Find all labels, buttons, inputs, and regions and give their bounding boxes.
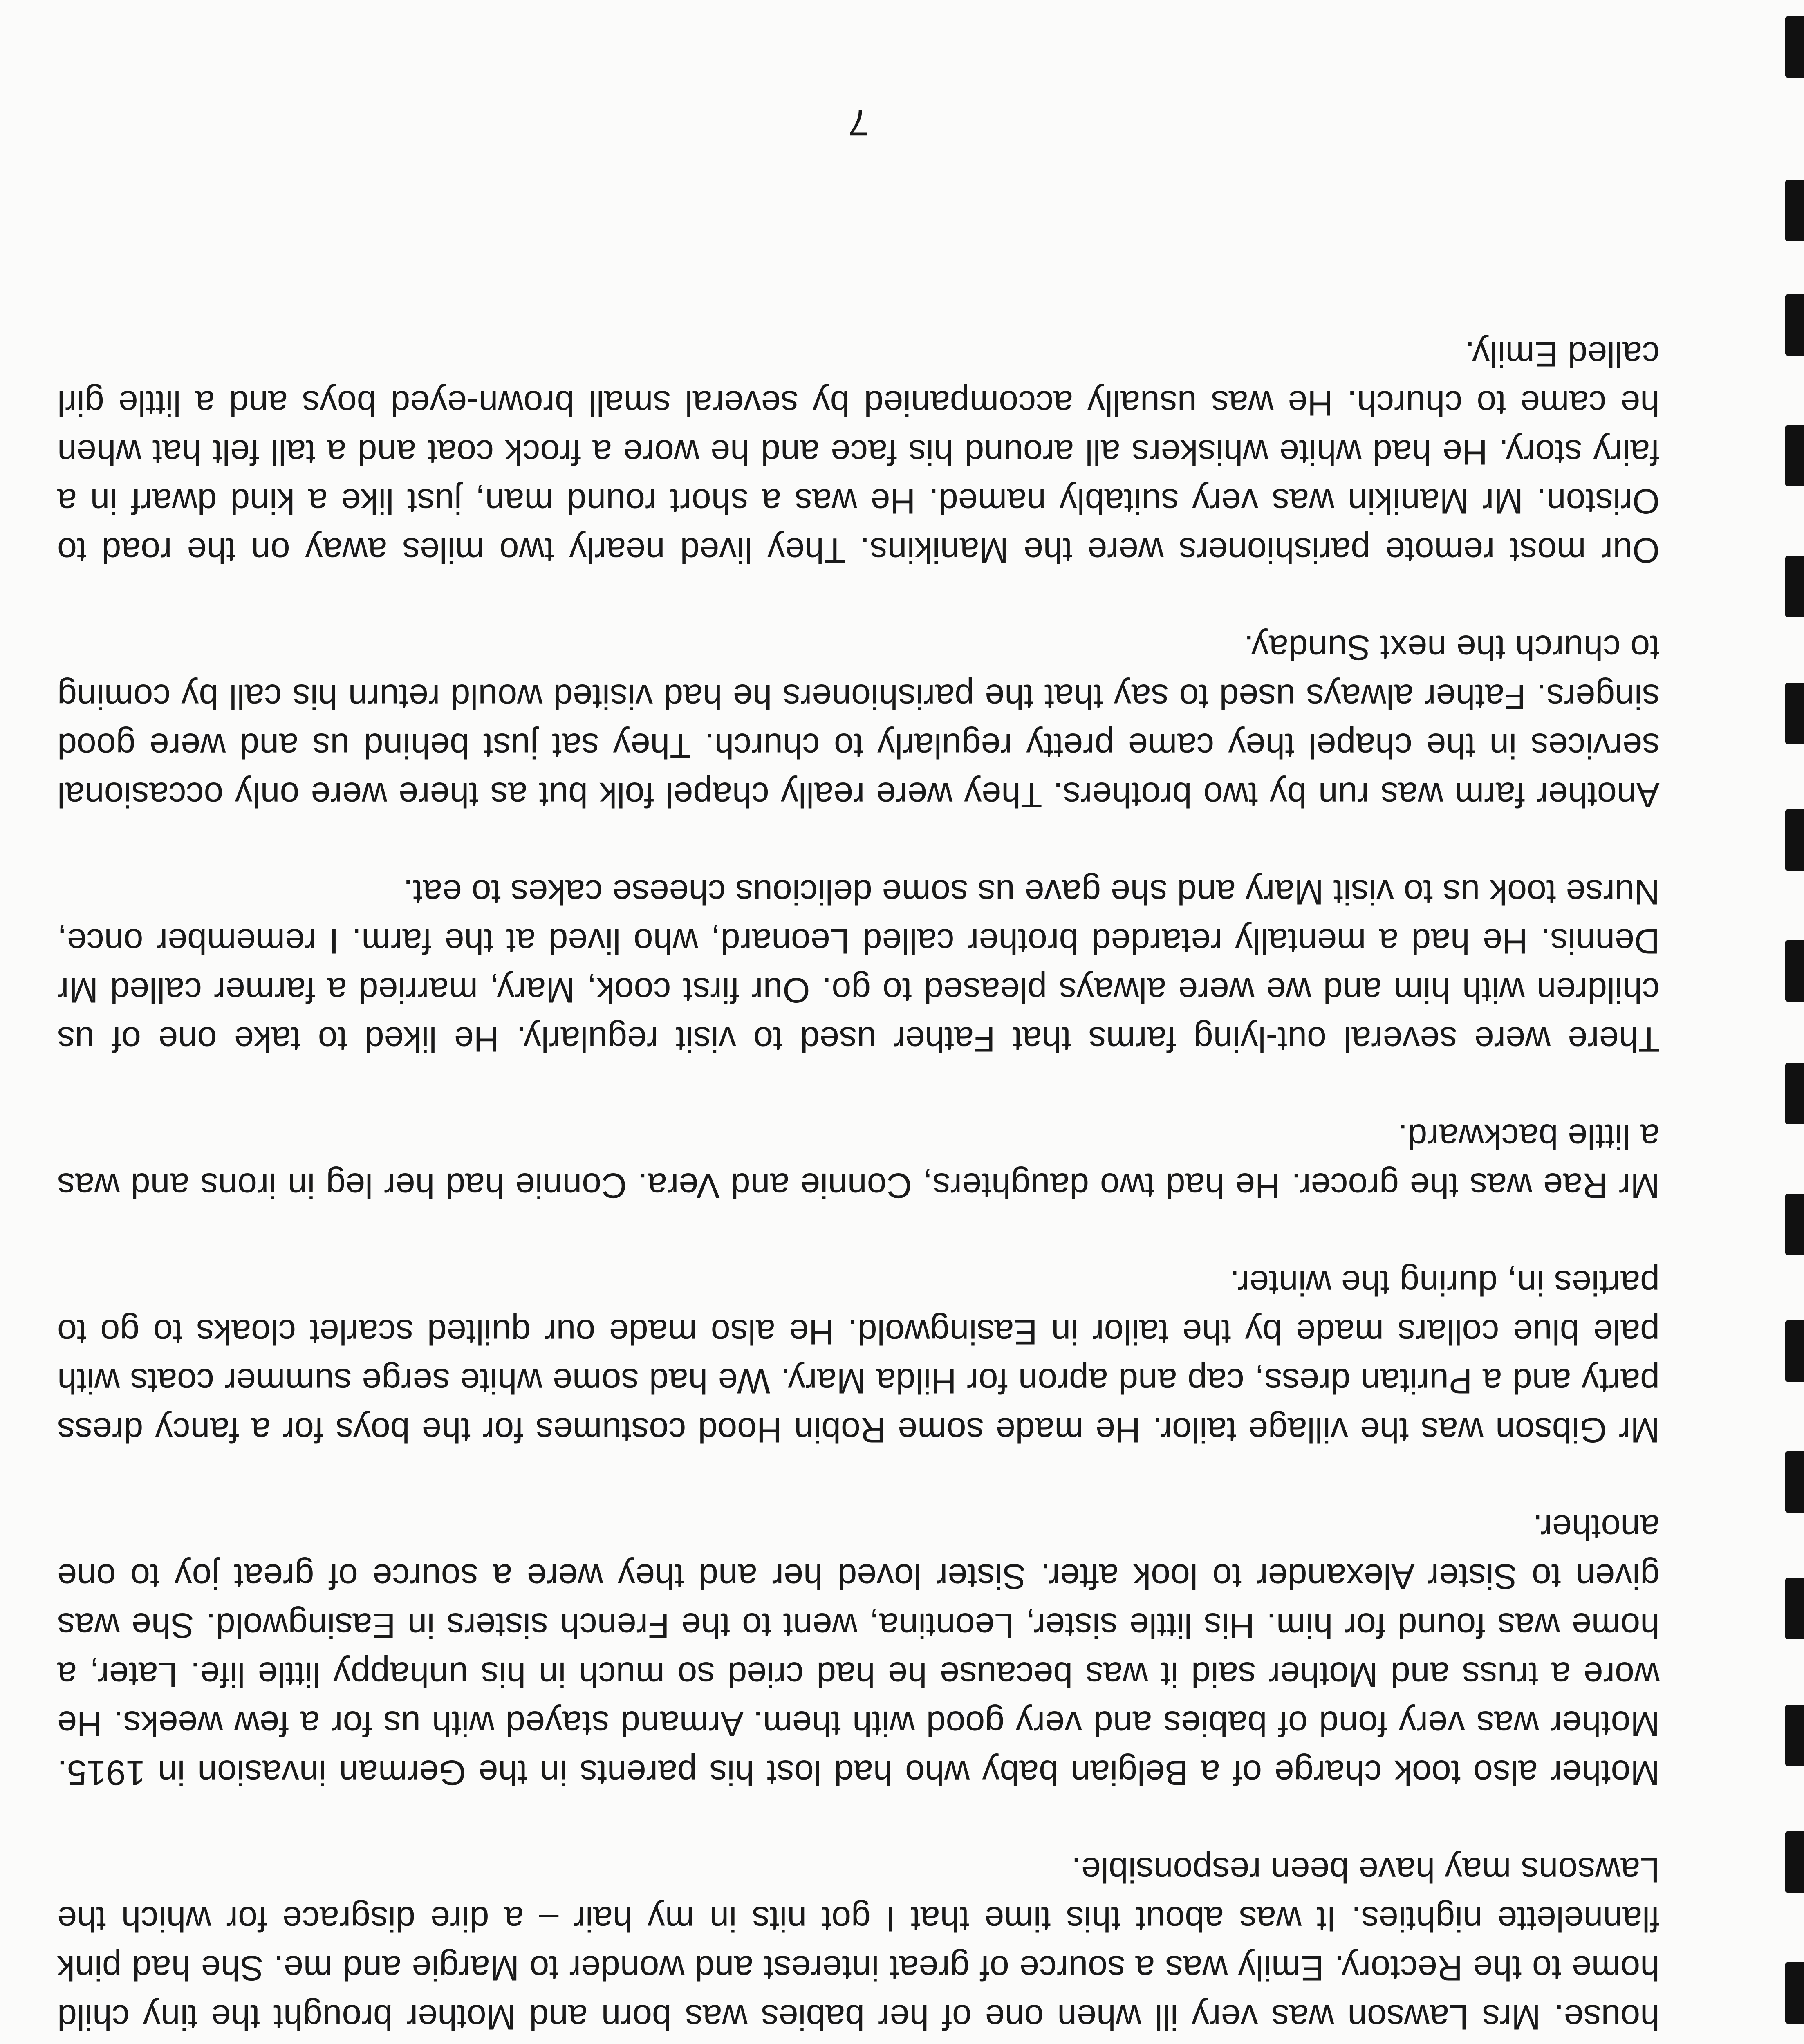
paragraph-manikins: Our most remote parishioners were the Manikins. They lived nearly two miles away on the road to Oriston. Mr Manikin was very suitably named. He was a short round man, just like a kind dwarf in a fairy story. He had white whiskers all around his face and he wore a frock coat and a tall felt hat when he came to church. He was usually accompanied by several small brown-eyed boys and a little girl called Emily.	[57, 334, 1660, 570]
binding-hole	[1785, 940, 1804, 1002]
binding-hole	[1785, 1194, 1804, 1255]
body-text	[57, 329, 1660, 2044]
binding-hole	[1785, 1451, 1804, 1513]
binding-hole	[1785, 1962, 1804, 2024]
binding-hole	[1785, 1320, 1804, 1382]
page-number: 7	[848, 102, 869, 143]
binding-hole	[1785, 809, 1804, 871]
body-text-rotated	[57, 69, 1660, 2044]
binding-hole	[1785, 1063, 1804, 1124]
paragraph-lawsons: house. Mrs Lawson was very ill when one of her babies was born and Mother brought the tiny child home to the Rectory. Emily was a source of great interest and wonder to Margie and me. She had pink flannelette nighties. It was about this time that I got nits in my hair – a dire disgrace for which the Lawsons may have been responsible.	[57, 1850, 1660, 2037]
binding-hole	[1785, 180, 1804, 241]
paragraph-out-lying-farms: There were several out-lying farms that Father used to visit regularly. He liked to take one of us children with him and we were always pleased to go. Our first cook, Mary, married a farmer called Mr Dennis. He had a mentally retarded brother called Leonard, who lived at the farm. I remember once, Nurse took us to visit Mary and she gave us some delicious cheese cakes to eat.	[57, 872, 1660, 1059]
binding-hole	[1785, 16, 1804, 78]
binding-hole	[1785, 294, 1804, 356]
binding-hole	[1785, 683, 1804, 744]
binding-hole	[1785, 1578, 1804, 1639]
binding-holes	[1779, 0, 1804, 2044]
binding-hole	[1785, 1831, 1804, 1893]
paragraph-grocer: Mr Rae was the grocer. He had two daughters, Connie and Vera. Connie had her leg in irons and was a little backward.	[57, 1117, 1660, 1205]
paragraph-two-brothers: Another farm was run by two brothers. They were really chapel folk but as there were only occasional services in the chapel they came pretty regularly to church. They sat just behind us and were good singers. Father always used to say that the parishioners he had visited would return his call by coming to church the next Sunday.	[57, 628, 1660, 814]
paragraph-belgian-baby: Mother also took charge of a Belgian baby who had lost his parents in the German invasion in 1915. Mother was very fond of babies and very good with them. Armand stayed with us for a few weeks. He wore a truss and Mother said it was because he had cried so much in his unhappy little life. Later, a home was found for him. His little sister, Leontina, went to the French sisters in Easingwold. She was given to Sister Alexander to look after. Sister loved her and they were a source of great joy to one another.	[57, 1508, 1660, 1792]
binding-hole	[1785, 425, 1804, 486]
binding-hole	[1785, 556, 1804, 617]
paragraph-tailor: Mr Gibson was the village tailor. He made some Robin Hood costumes for the boys for a fancy dress party and a Puritan dress, cap and apron for Hilda Mary. We had some white serge summer coats with pale blue collars made by the tailor in Easingwold. He also made our quilted scarlet cloaks to go to parties in, during the winter.	[57, 1263, 1660, 1450]
binding-hole	[1785, 1705, 1804, 1766]
